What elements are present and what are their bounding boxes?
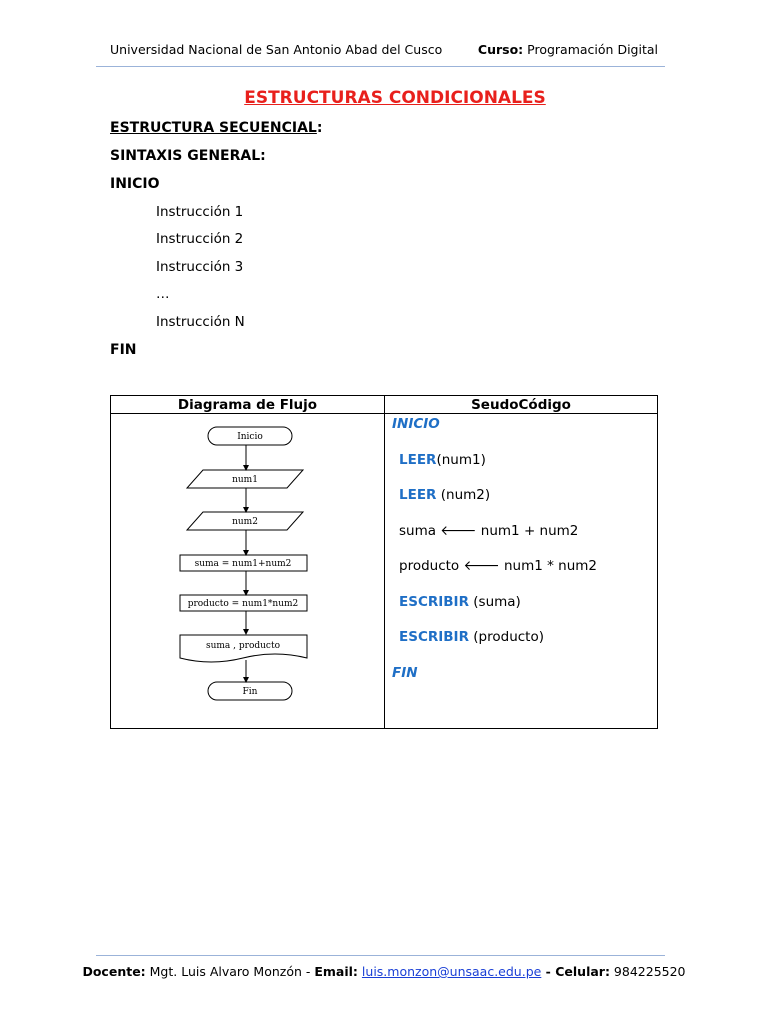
pseudocode-block xyxy=(385,414,657,724)
pseudocode-arg: (num1) xyxy=(436,452,486,468)
flowchart-start-label: Inicio xyxy=(237,432,263,442)
instruction-line: Instrucción 1 xyxy=(156,204,244,220)
email-label: Email: xyxy=(314,964,358,979)
instruction-ellipsis: … xyxy=(156,286,170,302)
instruction-line: Instrucción N xyxy=(156,314,245,330)
pseudocode-keyword: ESCRIBIR xyxy=(399,629,469,645)
flowchart-cell xyxy=(111,414,385,729)
document-title: ESTRUCTURAS CONDICIONALES xyxy=(244,88,546,108)
course-label: Curso: xyxy=(477,42,524,57)
docente-label: Docente: xyxy=(82,964,146,979)
footer-rule xyxy=(96,955,665,956)
pseudocode-keyword: LEER xyxy=(399,452,437,468)
university-name: Universidad Nacional de San Antonio Abad del Cusco xyxy=(110,42,443,57)
pseudocode-line xyxy=(399,487,490,503)
flowchart-proc1-label: suma = num1+num2 xyxy=(194,559,292,569)
header-rule xyxy=(96,66,665,67)
col-header-flowchart: Diagrama de Flujo xyxy=(111,396,385,414)
pseudocode-arg: (suma) xyxy=(468,594,521,610)
instruction-line: Instrucción 2 xyxy=(156,231,244,247)
col-header-pseudocode: SeudoCódigo xyxy=(385,396,658,414)
docente-name: Mgt. Luis Alvaro Monzón - xyxy=(145,964,315,979)
end-keyword: FIN xyxy=(110,342,137,358)
flowchart-diagram xyxy=(111,414,384,724)
pseudocode-line: producto 🡐 num1 * num2 xyxy=(399,558,598,574)
section-heading xyxy=(110,120,322,136)
pseudocode-keyword: LEER xyxy=(399,487,437,503)
phone-label: Celular: xyxy=(555,964,610,979)
flowchart-read1-label: num1 xyxy=(232,475,258,485)
pseudocode-line xyxy=(399,629,544,645)
phone-number: 984225520 xyxy=(609,964,686,979)
section-colon: : xyxy=(316,120,323,136)
begin-keyword: INICIO xyxy=(110,176,160,192)
pseudocode-arg: (producto) xyxy=(468,629,544,645)
page-footer xyxy=(0,964,768,979)
pseudocode-arg: (num2) xyxy=(436,487,491,503)
pseudocode-cell xyxy=(385,414,658,729)
email-link[interactable]: luis.monzon@unsaac.edu.pe xyxy=(361,964,542,979)
pseudocode-line: suma 🡐 num1 + num2 xyxy=(399,523,579,539)
instruction-line: Instrucción 3 xyxy=(156,259,244,275)
comparison-table xyxy=(110,395,658,729)
flowchart-output-label: suma , producto xyxy=(205,641,281,651)
flowchart-proc2-label: producto = num1*num2 xyxy=(187,599,299,609)
pseudocode-line xyxy=(399,452,486,468)
flowchart-end-label: Fin xyxy=(242,687,258,697)
pseudocode-begin: INICIO xyxy=(392,416,440,432)
section-title: ESTRUCTURA SECUENCIAL xyxy=(110,120,317,136)
course-info xyxy=(478,42,658,57)
pseudocode-line xyxy=(399,594,521,610)
syntax-label: SINTAXIS GENERAL: xyxy=(110,148,266,164)
pseudocode-end: FIN xyxy=(392,665,418,681)
footer-separator: - xyxy=(541,964,556,979)
course-value: Programación Digital xyxy=(527,42,658,57)
pseudocode-keyword: ESCRIBIR xyxy=(399,594,469,610)
flowchart-read2-label: num2 xyxy=(232,517,258,527)
